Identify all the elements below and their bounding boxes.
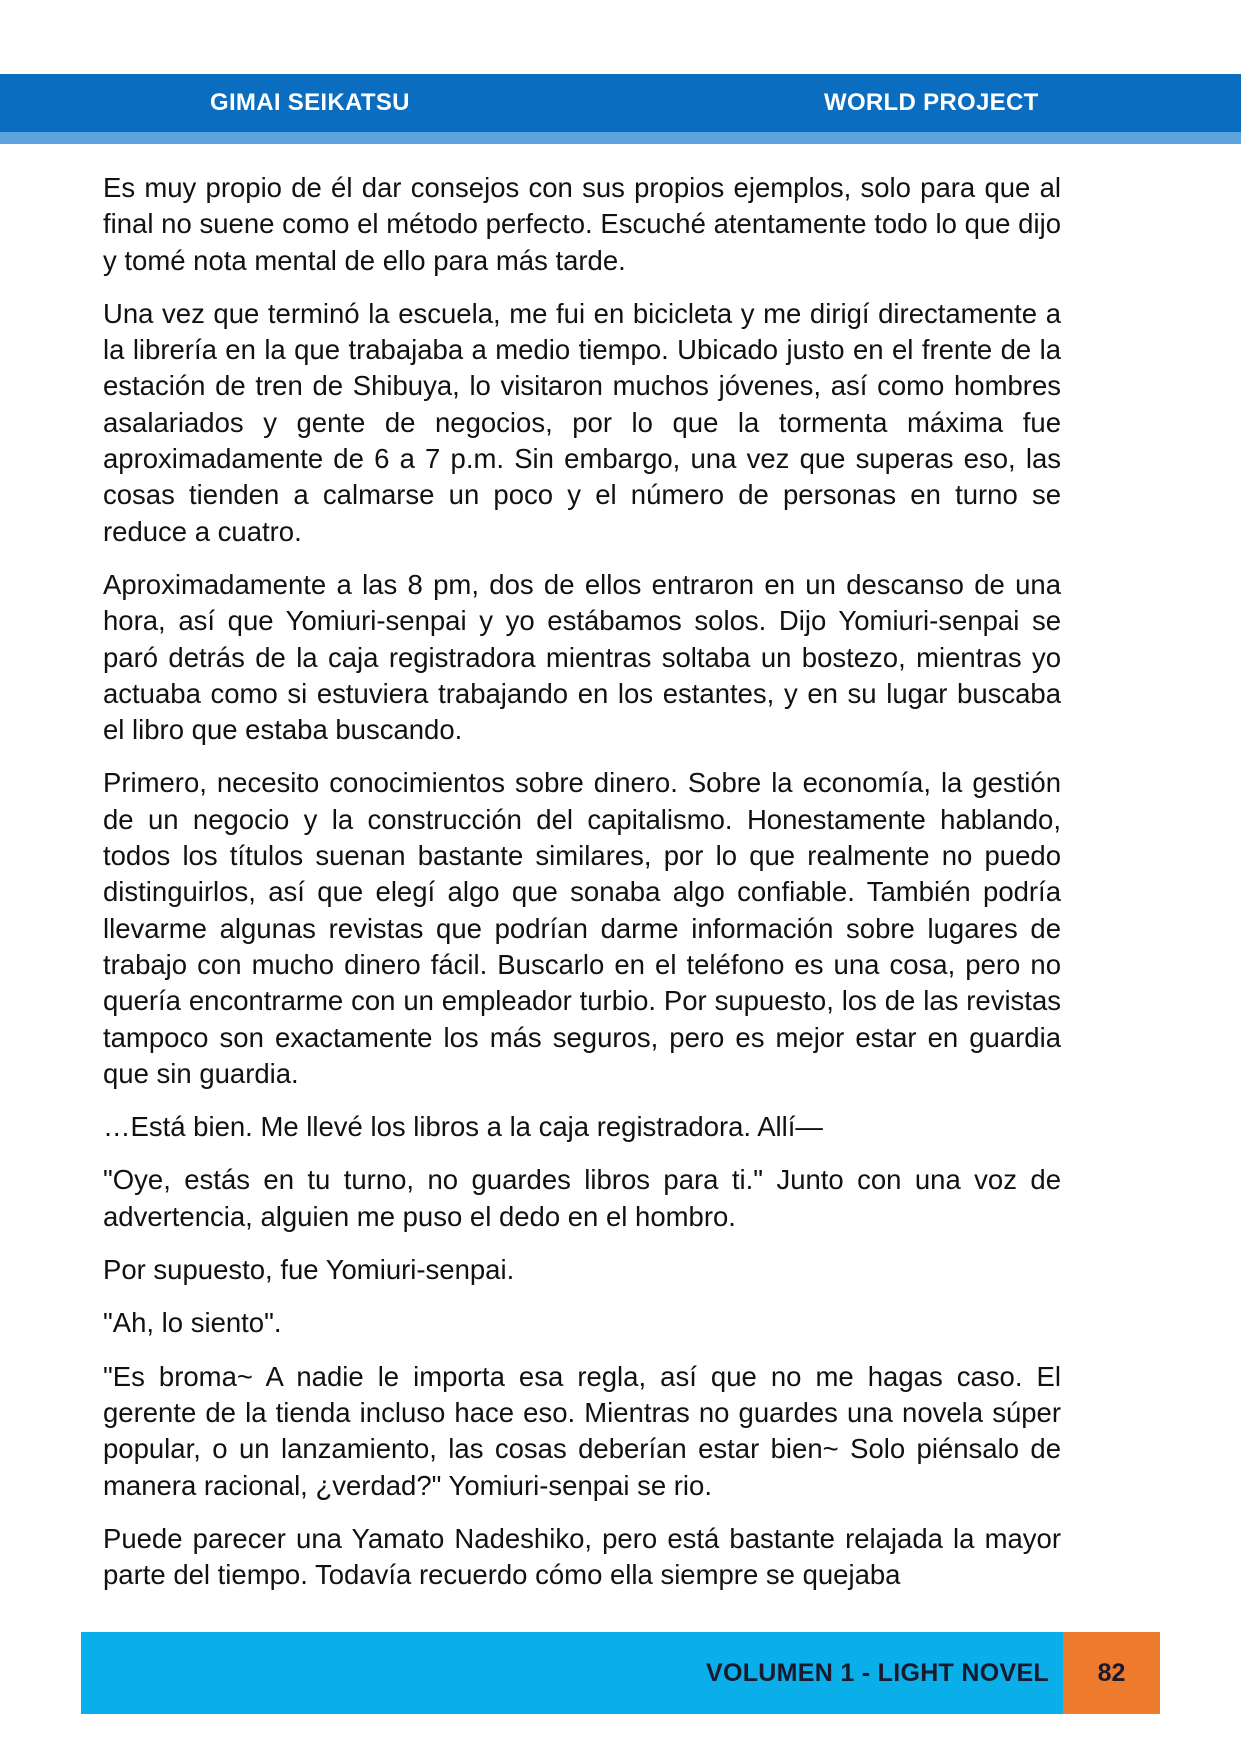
paragraph: "Oye, estás en tu turno, no guardes libros para ti." Junto con una voz de advertencia, alguien me puso el dedo en el hombro.	[103, 1164, 1061, 1232]
header-underline	[0, 132, 1241, 144]
header-bar	[0, 74, 1241, 132]
paragraph: Puede parecer una Yamato Nadeshiko, pero está bastante relajada la mayor parte del tiempo. Todavía recuerdo cómo ella siempre se quejaba	[103, 1522, 1061, 1590]
paragraph: Primero, necesito conocimientos sobre dinero. Sobre la economía, la gestión de un negocio y la construcción del capitalismo. Honestamente hablando, todos los títulos suenan bastante similares, por lo que realmente no puedo distinguirlos, así que elegí algo que sonaba algo confiable. También podría llevarme algunas revistas que podrían darme información sobre lugares de trabajo con mucho dinero fácil. Buscarlo en el teléfono es una cosa, pero no quería encontrarme con un empleador turbio. Por supuesto, los de las revistas tampoco son exactamente los más seguros, pero es mejor estar en guardia que sin guardia.	[103, 767, 1061, 1089]
paragraph: "Ah, lo siento".	[103, 1307, 282, 1339]
page-number: 82	[1063, 1632, 1160, 1714]
paragraph: …Está bien. Me llevé los libros a la caja registradora. Allí—	[103, 1111, 823, 1143]
body-text	[103, 170, 1061, 1590]
paragraph: Por supuesto, fue Yomiuri-senpai.	[103, 1254, 515, 1286]
paragraph: Es muy propio de él dar consejos con sus propios ejemplos, solo para que al final no suene como el método perfecto. Escuché atentamente todo lo que dijo y tomé nota mental de ello para más tarde.	[103, 172, 1061, 276]
footer-volume-label: VOLUMEN 1 - LIGHT NOVEL	[705, 1659, 1049, 1687]
paragraph: Una vez que terminó la escuela, me fui en bicicleta y me dirigí directamente a la librería en la que trabajaba a medio tiempo. Ubicado justo en el frente de la estación de tren de Shibuya, lo visitaron muchos jóvenes, así como hombres asalariados y gente de negocios, por lo que la tormenta máxima fue aproximadamente de 6 a 7 p.m. Sin embargo, una vez que superas eso, las cosas tienden a calmarse un poco y el número de personas en turno se reduce a cuatro.	[103, 297, 1061, 547]
header-series-title: GIMAI SEIKATSU	[210, 89, 410, 116]
paragraph: "Es broma~ A nadie le importa esa regla, así que no me hagas caso. El gerente de la tienda incluso hace eso. Mientras no guardes una novela súper popular, o un lanzamiento, las cosas deberían estar bien~ Solo piénsalo de manera racional, ¿verdad?" Yomiuri-senpai se rio.	[103, 1360, 1061, 1501]
header-group-title: WORLD PROJECT	[824, 89, 1039, 116]
paragraph: Aproximadamente a las 8 pm, dos de ellos entraron en un descanso de una hora, así que Yomiuri-senpai y yo estábamos solos. Dijo Yomiuri-senpai se paró detrás de la caja registradora mientras soltaba un bostezo, mientras yo actuaba como si estuviera trabajando en los estantes, y en su lugar buscaba el libro que estaba buscando.	[103, 568, 1061, 746]
